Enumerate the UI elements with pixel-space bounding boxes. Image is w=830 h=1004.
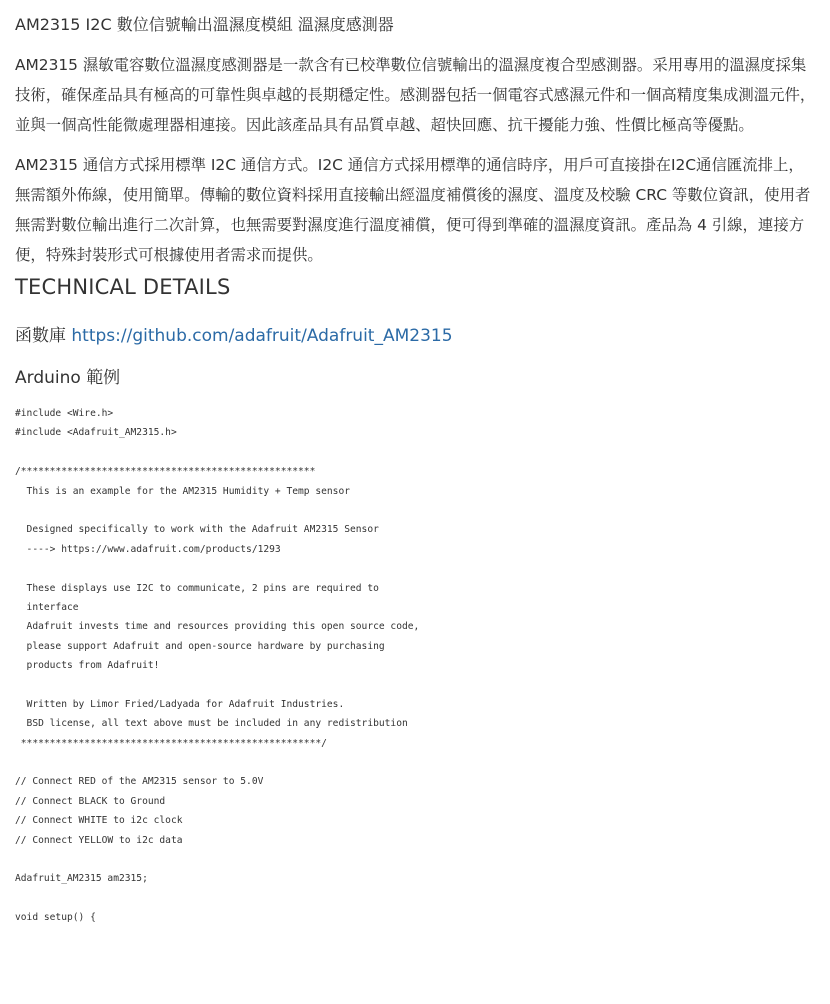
code-line: interface <box>15 601 79 613</box>
description-paragraph-2: AM2315 通信方式採用標準 I2C 通信方式。I2C 通信方式採用標準的通信時序，用戶可直接掛在I2C通信匯流排上，無需額外佈線，使用簡單。傳輸的數位資料採用直接輸出經溫度補償後的濕度、溫度及校驗 CRC 等數位資訊，使用者無需對數位輸出進行二次計算，也無需要對濕度進行溫度補償，便可得到準確的溫濕度資訊。產品為 4 引線，連接方便，特殊封裝形式可根據使用者需求而提供。 <box>15 156 811 264</box>
code-line <box>15 559 816 578</box>
code-line: products from Adafruit! <box>15 660 160 672</box>
code-line <box>15 501 816 520</box>
library-label: 函數庫 <box>15 326 72 346</box>
code-line: // Connect BLACK to Ground <box>15 795 166 807</box>
library-link[interactable]: https://github.com/adafruit/Adafruit_AM2315 <box>71 326 453 346</box>
code-line <box>15 889 816 908</box>
code-line: BSD license, all text above must be included in any redistribution <box>15 718 408 730</box>
code-line: // Connect WHITE to i2c clock <box>15 815 183 827</box>
arduino-example-heading: Arduino 範例 <box>15 368 121 388</box>
code-block <box>15 404 816 928</box>
code-line: Written by Limor Fried/Ladyada for Adafruit Industries. <box>15 698 345 710</box>
code-line: Adafruit invests time and resources providing this open source code, <box>15 621 420 633</box>
code-line: /*************************************************** <box>15 466 316 478</box>
code-line: // Connect YELLOW to i2c data <box>15 834 183 846</box>
product-title: AM2315 I2C 數位信號輸出溫濕度模組 溫濕度感測器 <box>15 15 394 34</box>
code-line: ****************************************************/ <box>15 737 327 749</box>
code-line <box>15 753 816 772</box>
code-line: #include <Wire.h> <box>15 408 114 419</box>
code-line <box>15 675 816 694</box>
code-line: ----> https://www.adafruit.com/products/1293 <box>15 543 281 555</box>
code-line <box>15 850 816 869</box>
code-line: Adafruit_AM2315 am2315; <box>15 873 148 885</box>
code-line: please support Adafruit and open-source hardware by purchasing <box>15 640 385 652</box>
library-line <box>15 324 816 348</box>
code-line: This is an example for the AM2315 Humidity + Temp sensor <box>15 485 351 497</box>
description-paragraph-1: AM2315 濕敏電容數位溫濕度感測器是一款含有已校準數位信號輸出的溫濕度複合型感測器。采用專用的溫濕度採集技術，確保產品具有極高的可靠性與卓越的長期穩定性。感測器包括一個電容式感濕元件和一個高精度集成測溫元件，並與一個高性能微處理器相連接。因此該產品具有品質卓越、超快回應、抗干擾能力強、性價比極高等優點。 <box>15 56 816 134</box>
code-line: // Connect RED of the AM2315 sensor to 5.0V <box>15 776 264 788</box>
code-line: Designed specifically to work with the Adafruit AM2315 Sensor <box>15 524 379 536</box>
code-line: void setup() { <box>15 912 96 924</box>
code-line: #include <Adafruit_AM2315.h> <box>15 427 177 439</box>
code-line: These displays use I2C to communicate, 2 pins are required to <box>15 582 379 594</box>
code-line <box>15 443 816 462</box>
technical-details-heading: TECHNICAL DETAILS <box>15 275 231 299</box>
